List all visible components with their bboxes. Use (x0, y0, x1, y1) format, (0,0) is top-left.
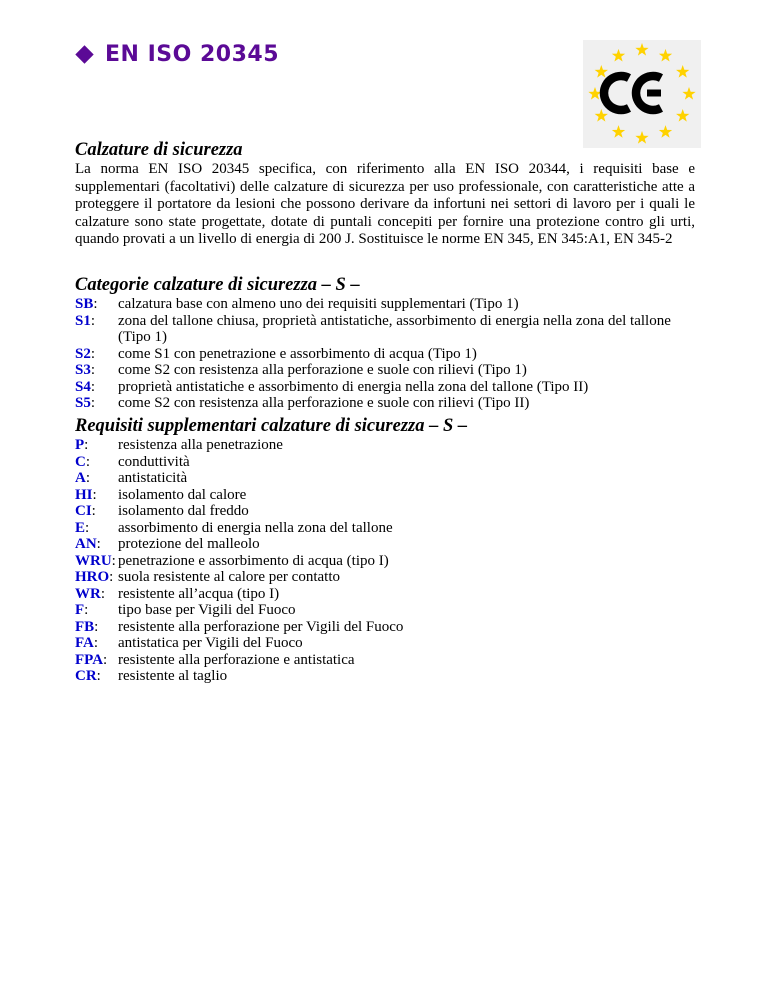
star-icon (595, 109, 608, 122)
category-code: SB (75, 296, 94, 312)
category-row: SB: calzatura base con almeno uno dei requisiti supplementari (Tipo 1) (75, 296, 700, 313)
category-row: S5: come S2 con resistenza alla perforazione e suole con rilievi (Tipo II) (75, 395, 700, 412)
requirement-description: resistenza alla penetrazione (118, 437, 283, 453)
requirement-code: FPA (75, 651, 104, 668)
star-icon (676, 109, 689, 122)
requirement-row: FPA: resistente alla perforazione e antistatica (75, 652, 700, 669)
star-icon (659, 125, 672, 138)
requirement-description: penetrazione e assorbimento di acqua (tipo I) (118, 552, 389, 569)
category-code: S3 (75, 362, 91, 378)
category-code: S4 (75, 378, 91, 395)
star-icon (676, 65, 689, 78)
requirement-code: P (75, 437, 85, 453)
requirement-row: A: antistaticità (75, 470, 700, 487)
requirements-list (75, 437, 700, 685)
category-description: zona del tallone chiusa, proprietà antistatiche, assorbimento di energia nella zona del tallone (Tipo 1) (118, 312, 671, 345)
category-description: come S2 con resistenza alla perforazione e suole con rilievi (Tipo II) (118, 395, 530, 411)
requirement-description: conduttività (118, 453, 190, 470)
requirement-description: antistatica per Vigili del Fuoco (118, 635, 303, 651)
requirement-code: A (75, 470, 86, 486)
star-icon (612, 49, 625, 62)
star-icon (595, 65, 608, 78)
requirement-description: suola resistente al calore per contatto (118, 569, 340, 585)
requirement-row: HI: isolamento dal calore (75, 487, 700, 504)
requirement-row: CR: resistente al taglio (75, 668, 700, 685)
requirement-description: isolamento dal calore (118, 486, 247, 503)
category-row: S1: zona del tallone chiusa, proprietà antistatiche, assorbimento di energia nella zona del tallone (Tipo 1) (75, 313, 700, 346)
star-icon (659, 49, 672, 62)
requirement-row: CI: isolamento dal freddo (75, 503, 700, 520)
ce-mark-logo (583, 40, 701, 148)
requirement-description: isolamento dal freddo (118, 503, 249, 519)
requirement-code: AN (75, 536, 97, 552)
intro-paragraph: La norma EN ISO 20345 specifica, con riferimento alla EN ISO 20344, i requisiti base e supplementari (facoltativi) delle calzature di sicurezza per uso professionale, con caratteristiche atte a proteggere il portatore da lesioni che possono derivare da infortuni nei settori di lavoro per i quali le calzature sono state progettate, dotate di puntali concepiti per fornire una protezione contro gli urti, quando provati a un livello di energia di 200 J. Sostituisce le norme EN 345, EN 345:A1, EN 345-2 (75, 161, 695, 247)
requirement-code: WRU (75, 552, 112, 569)
requirement-row: AN: protezione del malleolo (75, 536, 700, 553)
requirement-code: HRO (75, 569, 110, 585)
requirement-row: P: resistenza alla penetrazione (75, 437, 700, 454)
requirement-description: antistaticità (118, 470, 188, 486)
diamond-bullet-icon (75, 45, 93, 63)
page-title: EN ISO 20345 (105, 42, 280, 67)
requirement-description: resistente alla perforazione per Vigili del Fuoco (118, 618, 404, 635)
star-icon (588, 87, 601, 100)
requirement-row: E: assorbimento di energia nella zona del tallone (75, 520, 700, 537)
requirement-code: CR (75, 668, 97, 684)
requirement-code: WR (75, 585, 101, 602)
title-row (75, 42, 279, 67)
category-code: S2 (75, 345, 91, 362)
requirement-row: F: tipo base per Vigili del Fuoco (75, 602, 700, 619)
category-row: S3: come S2 con resistenza alla perforazione e suole con rilievi (Tipo 1) (75, 362, 700, 379)
requirements-heading: Requisiti supplementari calzature di sicurezza – S – (75, 416, 468, 436)
category-code: S1 (75, 312, 91, 329)
category-row: S2: come S1 con penetrazione e assorbimento di acqua (Tipo 1) (75, 346, 700, 363)
requirement-code: C (75, 453, 86, 470)
requirement-code: FA (75, 635, 94, 651)
requirement-description: resistente all’acqua (tipo I) (118, 585, 280, 602)
star-icon (635, 43, 648, 56)
requirement-row: WRU: penetrazione e assorbimento di acqua (tipo I) (75, 553, 700, 570)
requirement-code: CI (75, 503, 92, 519)
requirement-description: tipo base per Vigili del Fuoco (118, 602, 296, 618)
requirement-code: E (75, 519, 86, 536)
categories-list (75, 296, 700, 412)
star-icon (612, 125, 625, 138)
category-code: S5 (75, 395, 91, 411)
intro-heading: Calzature di sicurezza (75, 140, 243, 160)
requirement-row: C: conduttività (75, 454, 700, 471)
categories-heading: Categorie calzature di sicurezza – S – (75, 275, 360, 295)
requirement-code: HI (75, 486, 93, 503)
requirement-row: FA: antistatica per Vigili del Fuoco (75, 635, 700, 652)
category-row: S4: proprietà antistatiche e assorbimento di energia nella zona del tallone (Tipo II) (75, 379, 700, 396)
category-description: come S1 con penetrazione e assorbimento di acqua (Tipo 1) (118, 345, 477, 362)
category-description: come S2 con resistenza alla perforazione e suole con rilievi (Tipo 1) (118, 362, 527, 378)
category-description: calzatura base con almeno uno dei requisiti supplementari (Tipo 1) (118, 296, 519, 312)
requirement-row: WR: resistente all’acqua (tipo I) (75, 586, 700, 603)
requirement-description: resistente al taglio (118, 668, 228, 684)
requirement-description: assorbimento di energia nella zona del tallone (118, 519, 393, 536)
requirement-description: resistente alla perforazione e antistatica (118, 651, 355, 668)
requirement-code: F (75, 602, 85, 618)
requirement-description: protezione del malleolo (118, 536, 260, 552)
star-icon (635, 131, 648, 144)
ce-logo-graphic (583, 40, 701, 148)
star-icon (682, 87, 695, 100)
category-description: proprietà antistatiche e assorbimento di energia nella zona del tallone (Tipo II) (118, 378, 589, 395)
requirement-code: FB (75, 618, 95, 635)
requirement-row: FB: resistente alla perforazione per Vigili del Fuoco (75, 619, 700, 636)
requirement-row: HRO: suola resistente al calore per contatto (75, 569, 700, 586)
